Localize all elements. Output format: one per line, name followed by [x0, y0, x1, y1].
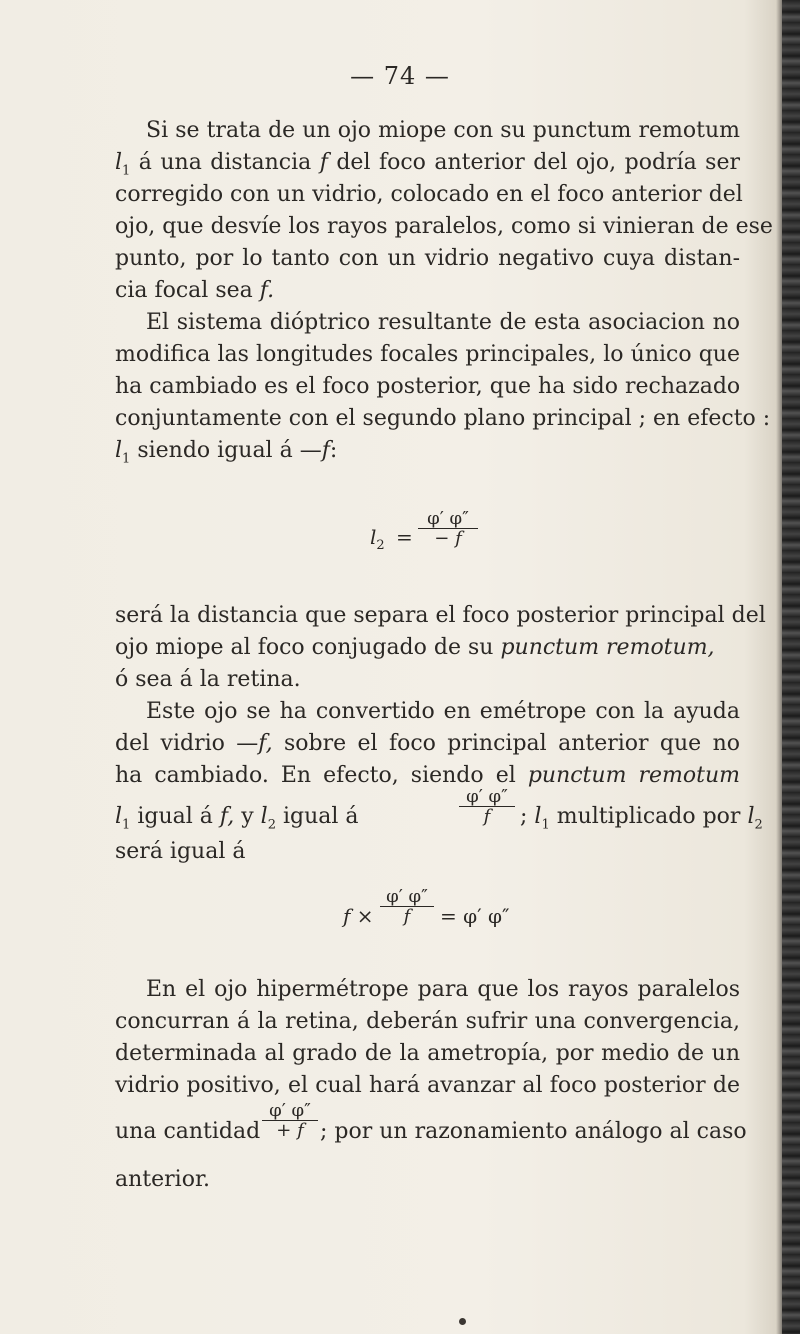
text-line: corregido con un vidrio, colocado en el foco anterior del [115, 182, 743, 207]
text-line: ; por un razonamiento análogo al caso [320, 1119, 747, 1144]
formula-lhs: $l_2$ [370, 525, 385, 553]
text-line: cia focal sea f. [115, 278, 275, 303]
text-line: $l_1$ siendo igual á —f: [115, 438, 338, 467]
text-line: ojo miope al foco conjugado de su punctum remotum, [115, 635, 715, 660]
text-line: determinada al grado de la ametropía, por medio de un [115, 1041, 740, 1066]
formula-fraction: $\frac{\varphi' \varphi''}{- f}$ [418, 510, 478, 549]
text-line: En el ojo hipermétrope para que los rayos paralelos [146, 977, 740, 1002]
text-line: conjuntamente con el segundo plano principal ; en efecto : [115, 406, 771, 431]
text-line: modifica las longitudes focales principales, lo único que [115, 342, 740, 367]
book-edge [782, 0, 800, 1334]
formula-result: = φ′ φ″ [440, 904, 510, 928]
formula-fraction: $\frac{\varphi' \varphi''}{f}$ [380, 888, 434, 927]
text-line: anterior. [115, 1167, 211, 1192]
text-line: será la distancia que separa el foco posterior principal del [115, 603, 766, 628]
ink-speck [459, 1318, 466, 1325]
text-line: punto, por lo tanto con un vidrio negativo cuya distan- [115, 246, 740, 271]
text-line: ó sea á la retina. [115, 667, 301, 692]
text-line: Si se trata de un ojo miope con su punctum remotum [146, 118, 740, 143]
inline-fraction: $\frac{\varphi' \varphi''}{+ f}$ [262, 1102, 318, 1141]
text-line: ha cambiado. En efecto, siendo el punctum remotum [115, 763, 740, 788]
inline-fraction: $\frac{\varphi' \varphi''}{f}$ [459, 788, 515, 827]
text-line: $l_1$ igual á f, y $l_2$ igual á [115, 804, 359, 833]
text-line: Este ojo se ha convertido en emétrope con la ayuda [146, 699, 740, 724]
page-number: — 74 — [350, 62, 450, 90]
formula-multiplier: f × [343, 904, 374, 928]
text-line: del vidrio —f, sobre el foco principal anterior que no [115, 731, 740, 756]
formula-equals: = [396, 525, 413, 549]
text-line: una cantidad [115, 1119, 261, 1144]
text-line: ; $l_1$ multiplicado por $l_2$ [520, 804, 763, 833]
text-line: ha cambiado es el foco posterior, que ha sido rechazado [115, 374, 741, 399]
text-line: El sistema dióptrico resultante de esta asociacion no [146, 310, 740, 335]
text-line: será igual á [115, 839, 246, 864]
text-line: vidrio positivo, el cual hará avanzar al foco posterior de [115, 1073, 740, 1098]
text-line: $l_1$ á una distancia f del foco anterior del ojo, podría ser [115, 150, 740, 179]
text-line: ojo, que desvíe los rayos paralelos, como si vinieran de ese [115, 214, 773, 239]
text-line: concurran á la retina, deberán sufrir una convergencia, [115, 1009, 740, 1034]
